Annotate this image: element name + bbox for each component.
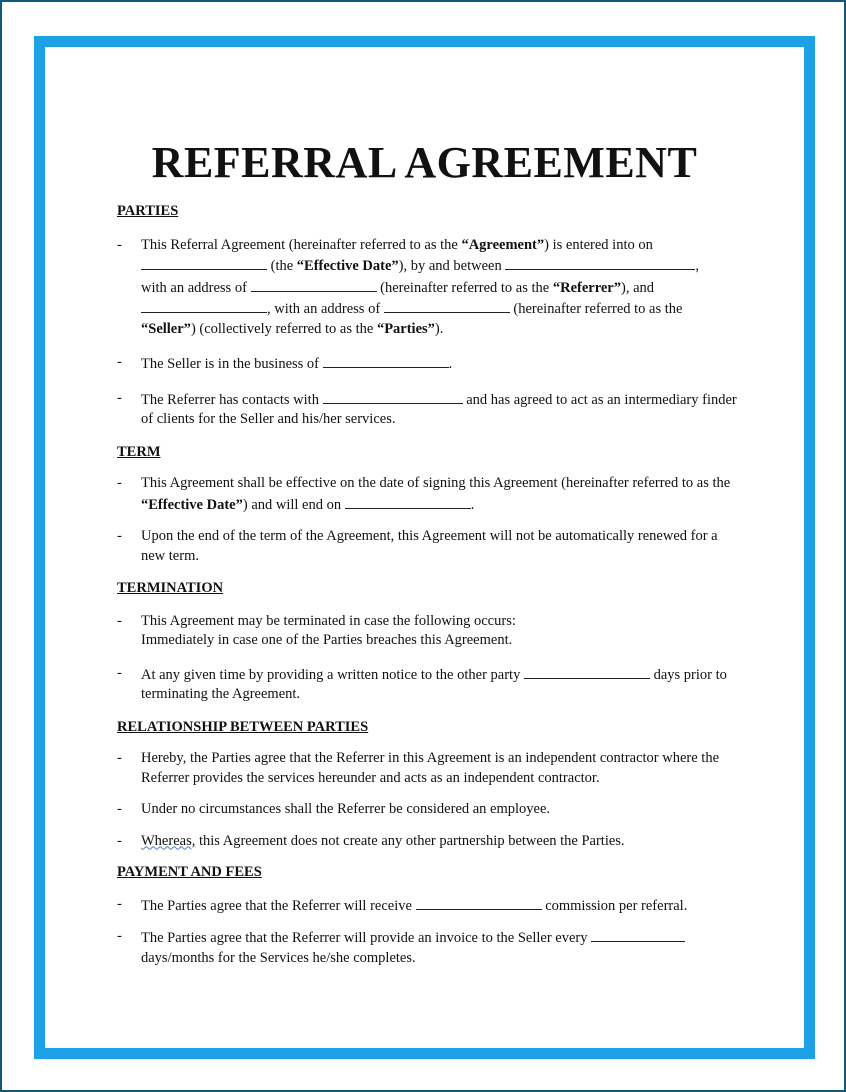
list-item: - Whereas, this Agreement does not create any other partnership between the Parties. [117,832,743,852]
list-item: - At any given time by providing a written notice to the other party days prior to terminating the Agreement. [117,664,743,705]
blank-field[interactable] [416,895,542,910]
blank-field[interactable] [141,255,267,270]
blank-field[interactable] [141,298,267,313]
list-item: - The Seller is in the business of . [117,353,743,375]
list-item: - The Referrer has contacts with and has agreed to act as an intermediary finder of clients for the Seller and his/her services. [117,389,743,430]
section-heading-payment: PAYMENT AND FEES [117,864,262,880]
list-item: - Upon the end of the term of the Agreement, this Agreement will not be automatically renewed for a new term. [117,527,743,566]
blank-field[interactable] [384,298,510,313]
blank-field[interactable] [591,927,685,942]
blank-field[interactable] [323,353,449,368]
section-heading-relationship: RELATIONSHIP BETWEEN PARTIES [117,718,369,735]
list-item: - Under no circumstances shall the Referrer be considered an employee. [117,800,743,820]
blank-field[interactable] [505,255,695,270]
blank-field[interactable] [251,277,377,292]
list-item: - This Agreement shall be effective on the date of signing this Agreement (hereinafter referred to as the “Effective Date”) and will end on . [117,474,743,515]
document-frame [34,36,815,1059]
list-item: - Hereby, the Parties agree that the Referrer in this Agreement is an independent contractor where the Referrer provides the services hereunder and acts as an independent contractor. [117,749,743,788]
list-item: - This Referral Agreement (hereinafter referred to as the “Agreement”) is entered into on (the “Effective Date”), by and between , with an address of (hereinafter referred to as the “Referrer”), and , with an address of (hereinafter referred to as the “Seller”) (collectively referred to as the “Parties”). [117,236,743,340]
list-item: - The Parties agree that the Referrer will provide an invoice to the Seller every days/months for the Services he/she completes. [117,927,743,968]
section-heading-termination: TERMINATION [117,580,224,596]
blank-field[interactable] [524,664,650,679]
section-heading-parties: PARTIES [117,203,179,219]
spellcheck-word: Whereas, [141,832,196,849]
list-item: - This Agreement may be terminated in case the following occurs: Immediately in case one of the Parties breaches this Agreement. [117,612,743,651]
document-body [117,202,743,968]
blank-field[interactable] [323,389,463,404]
document-title: REFERRAL AGREEMENT [151,138,698,187]
list-item: - The Parties agree that the Referrer will receive commission per referral. [117,895,743,917]
blank-field[interactable] [345,494,471,509]
section-heading-term: TERM [117,443,161,460]
